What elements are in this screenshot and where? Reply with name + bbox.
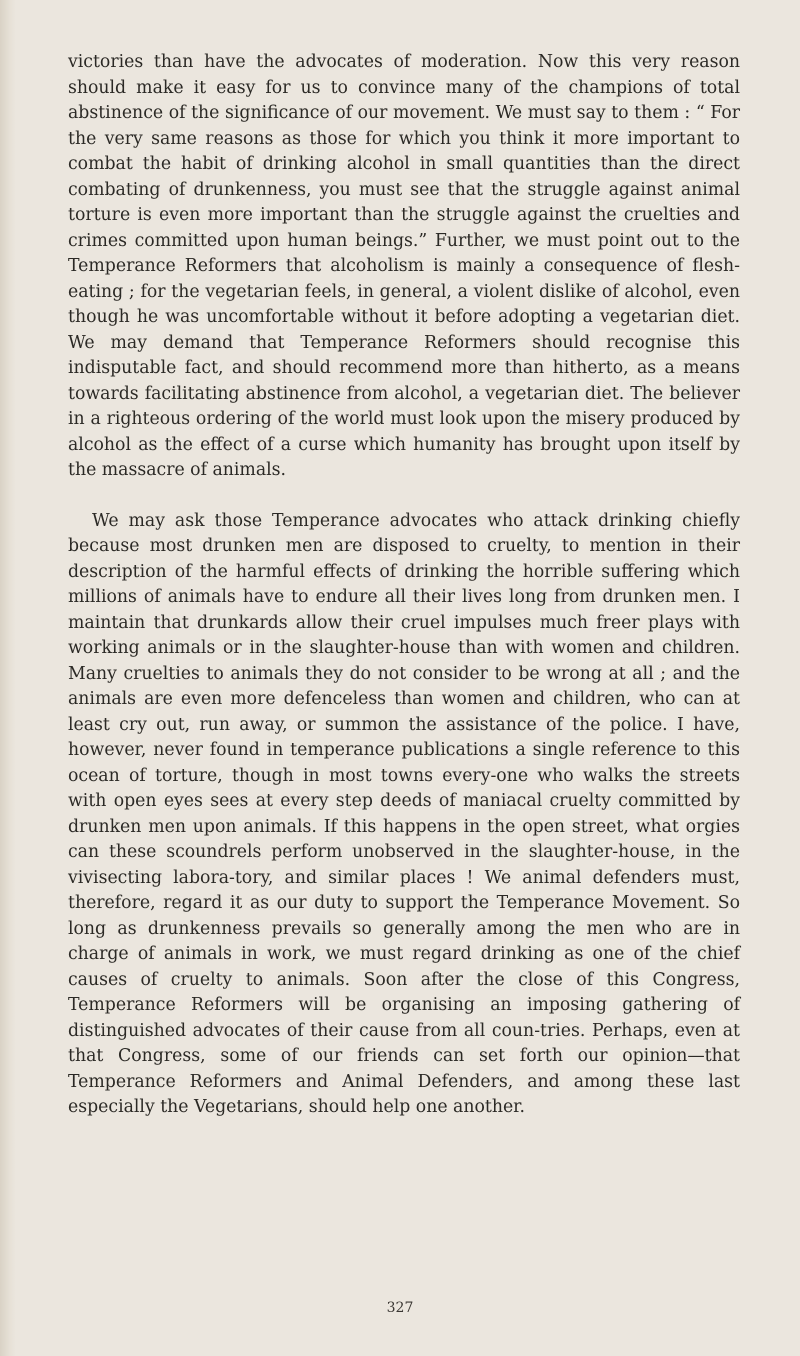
paragraph-1: victories than have the advocates of moderation. Now this very reason should make it easy for us to convince many of the champions of total abstinence of the significance of our movement. We must say to them : “ For the very same reasons as those for which you think it more important to combat the habit of drinking alcohol in small quantities than the direct combating of drunkenness, you must see that the struggle against animal torture is even more important than the struggle against the cruelties and crimes committed upon human beings.” Further, we must point out to the Temperance Reformers that alcoholism is mainly a consequence of flesh-eating ; for the vegetarian feels, in general, a violent dislike of alcohol, even though he was uncomfortable without it before adopting a vegetarian diet. We may demand that Temperance Reformers should recognise this indisputable fact, and should recommend more than hitherto, as a means towards facilitating abstinence from alcohol, a vegetarian diet. The believer in a righteous ordering of the world must look upon the misery produced by alcohol as the effect of a curse which humanity has brought upon itself by the massacre of animals. bbox=[68, 52, 740, 480]
body-text bbox=[68, 50, 740, 1121]
page-edge-shadow bbox=[0, 0, 16, 1356]
paragraph-2: We may ask those Temperance advocates who attack drinking chiefly because most drunken men are disposed to cruelty, to mention in their description of the harmful effects of drinking the horrible suffering which millions of animals have to endure all their lives long from drunken men. I maintain that drunkards allow their cruel impulses much freer plays with working animals or in the slaughter-house than with women and children. Many cruelties to animals they do not consider to be wrong at all ; and the animals are even more defenceless than women and children, who can at least cry out, run away, or summon the assistance of the police. I have, however, never found in temperance publications a single reference to this ocean of torture, though in most towns every-one who walks the streets with open eyes sees at every step deeds of maniacal cruelty committed by drunken men upon animals. If this happens in the open street, what orgies can these scoundrels perform unobserved in the slaughter-house, in the vivisecting labora-tory, and similar places ! We animal defenders must, therefore, regard it as our duty to support the Temperance Movement. So long as drunkenness prevails so generally among the men who are in charge of animals in work, we must regard drinking as one of the chief causes of cruelty to animals. Soon after the close of this Congress, Temperance Reformers will be organising an imposing gathering of distinguished advocates of their cause from all coun-tries. Perhaps, even at that Congress, some of our friends can set forth our opinion—that Temperance Reformers and Animal Defenders, and among these last especially the Vegetarians, should help one another. bbox=[68, 510, 740, 1117]
page-number: 327 bbox=[386, 1300, 414, 1316]
